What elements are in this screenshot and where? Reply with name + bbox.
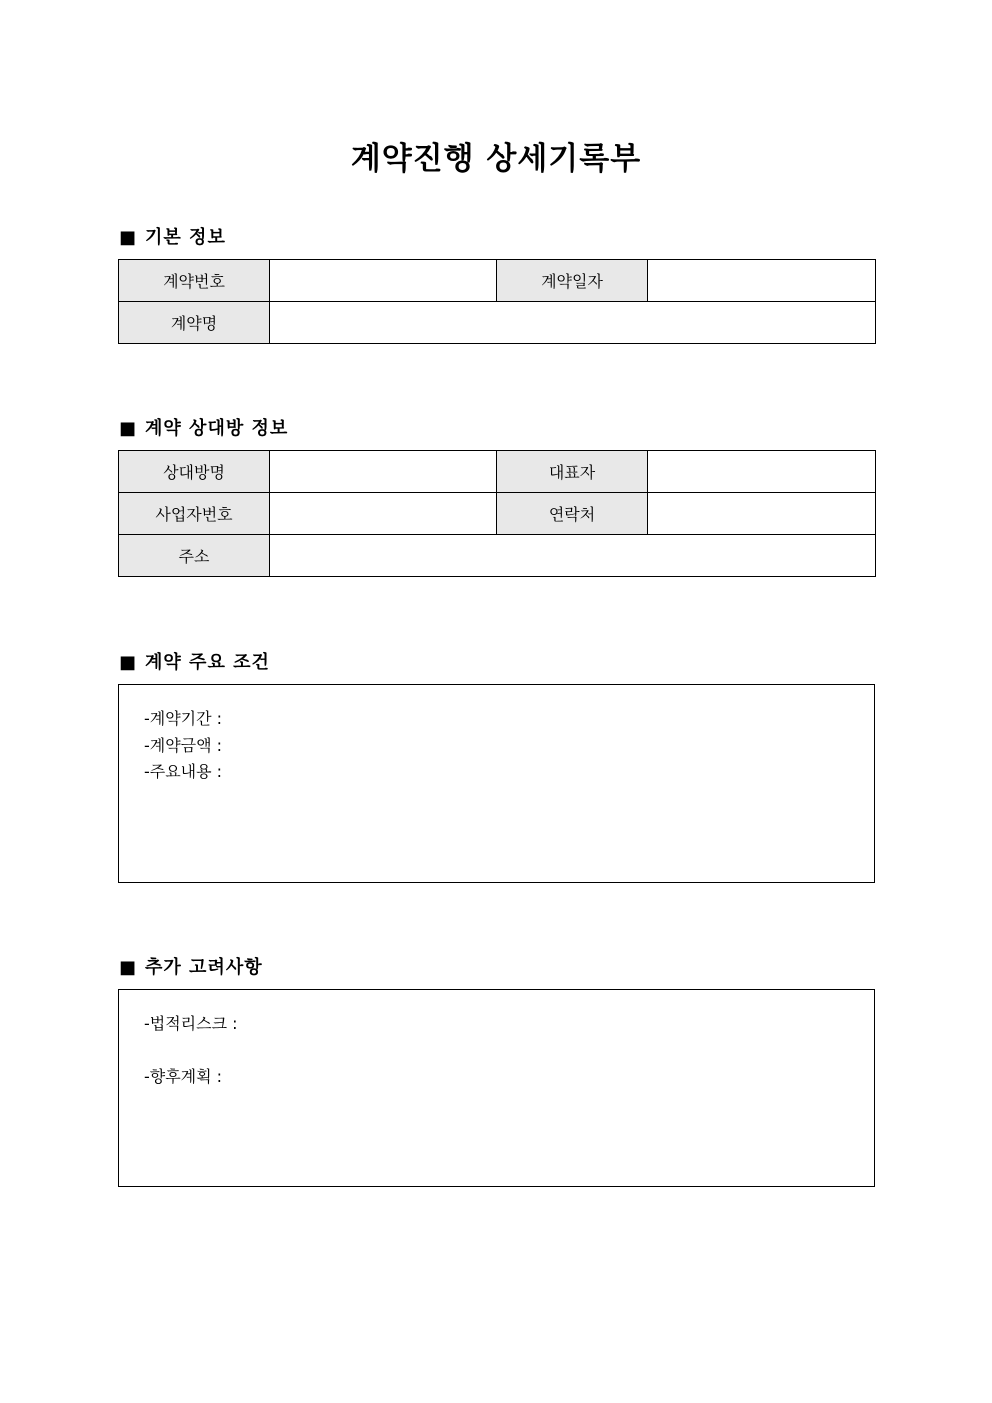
- square-bullet-icon: ■: [119, 418, 138, 439]
- contact-field[interactable]: [648, 493, 876, 535]
- section-heading-basic: [119, 223, 226, 249]
- future-plan-line: -향후계획 :: [144, 1067, 223, 1086]
- contract-date-label: 계약일자: [497, 260, 648, 302]
- contact-label: 연락처: [497, 493, 648, 535]
- address-label: 주소: [119, 535, 270, 577]
- square-bullet-icon: ■: [119, 227, 138, 248]
- contract-period-line: -계약기간 :: [144, 709, 223, 728]
- business-number-field[interactable]: [270, 493, 497, 535]
- section-title: 추가 고려사항: [145, 957, 263, 978]
- section-title: 계약 상대방 정보: [145, 418, 289, 439]
- counterparty-name-field[interactable]: [270, 451, 497, 493]
- address-field[interactable]: [270, 535, 876, 577]
- counterparty-name-label: 상대방명: [119, 451, 270, 493]
- section-heading-extra: [119, 953, 263, 979]
- section-heading-counterparty: [119, 414, 288, 440]
- contract-number-field[interactable]: [270, 260, 497, 302]
- square-bullet-icon: ■: [119, 957, 138, 978]
- contract-amount-line: -계약금액 :: [144, 736, 223, 755]
- page-title: 계약진행 상세기록부: [350, 141, 642, 177]
- contract-name-field[interactable]: [270, 302, 876, 344]
- contract-name-label: 계약명: [119, 302, 270, 344]
- section-heading-terms: [119, 648, 270, 674]
- business-number-label: 사업자번호: [119, 493, 270, 535]
- contract-terms-box[interactable]: [118, 684, 875, 883]
- section-title: 기본 정보: [145, 227, 226, 248]
- table-row: [119, 493, 876, 535]
- contract-date-field[interactable]: [648, 260, 876, 302]
- square-bullet-icon: ■: [119, 652, 138, 673]
- legal-risk-line: -법적리스크 :: [144, 1014, 238, 1033]
- table-row: [119, 451, 876, 493]
- additional-considerations-box[interactable]: [118, 989, 875, 1187]
- main-content-line: -주요내용 :: [144, 762, 223, 781]
- section-title: 계약 주요 조건: [145, 652, 270, 673]
- counterparty-info-table: [118, 450, 876, 577]
- table-row: [119, 260, 876, 302]
- basic-info-table: [118, 259, 876, 344]
- table-row: [119, 535, 876, 577]
- representative-label: 대표자: [497, 451, 648, 493]
- contract-number-label: 계약번호: [119, 260, 270, 302]
- table-row: [119, 302, 876, 344]
- representative-field[interactable]: [648, 451, 876, 493]
